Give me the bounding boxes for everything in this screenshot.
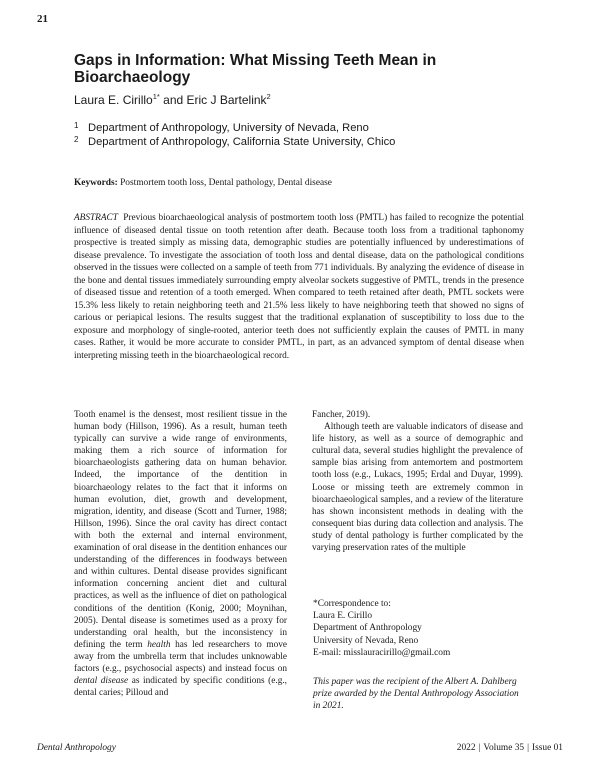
keywords-label: Keywords: — [74, 178, 118, 188]
body-paragraph-continued: Fancher, 2019). — [312, 410, 371, 420]
abstract-label: ABSTRACT — [74, 213, 118, 223]
correspondence-email[interactable]: E-mail: misslauracirillo@gmail.com — [313, 647, 451, 658]
affiliation — [74, 122, 395, 136]
footer-issue-info — [457, 743, 563, 753]
affiliation-number: 2 — [74, 134, 79, 144]
body-paragraph: Although teeth are valuable indicators of disease and life history, as well as a source of demographic and cultural data, several studies highlight the prevalence of sample bias arising from antemortem and postmortem tooth loss (e.g., Lukacs, 1995; Erdal and Duyar, 1999). Loose or missing teeth are extremely common in bioarchaeological samples, and a review of the literature has shown inconsistent methods in dealing with the consequent bias during data collection and analysis. The study of dental pathology is further complicated by the varying preservation rates of the multiple — [312, 422, 523, 554]
author-name: Eric J Bartelink — [186, 93, 267, 107]
author-name: Laura E. Cirillo — [74, 93, 153, 107]
footer-separator: | — [478, 743, 481, 753]
correspondence-heading: *Correspondence to: — [313, 599, 391, 609]
body-text: has led researchers to move away from the umbrella term that includes unknowable factors (e.g., psychosocial aspects) and instead focus on — [74, 639, 288, 674]
author-list — [74, 92, 271, 107]
body-emphasis: health — [147, 639, 171, 650]
keywords — [74, 178, 332, 188]
body-emphasis: dental disease — [74, 676, 129, 687]
footer-volume: Volume 35 — [483, 743, 525, 753]
affiliation-number: 1 — [74, 121, 79, 130]
award-note: This paper was the recipient of the Albert A. Dahlberg prize awarded by the Dental Anthropology Association in 2021. — [313, 677, 519, 712]
abstract — [74, 212, 524, 362]
affiliation-text: Department of Anthropology, California State University, Chico — [88, 135, 396, 148]
footer-separator: | — [527, 743, 529, 753]
affiliation-text: Department of Anthropology, University of Nevada, Reno — [88, 122, 369, 134]
author-superscript: 2 — [266, 92, 271, 101]
correspondence-block — [313, 598, 524, 659]
body-column-right — [312, 409, 523, 554]
author-superscript: 1* — [152, 92, 160, 101]
correspondence-university: University of Nevada, Reno — [313, 635, 419, 646]
keywords-text: Postmortem tooth loss, Dental pathology, Dental disease — [120, 178, 332, 188]
affiliation — [74, 136, 395, 150]
footer-issue: Issue 01 — [532, 743, 563, 753]
body-paragraph — [74, 409, 287, 699]
body-text: as indicated by specific conditions (e.g., dental caries; Pilloud and — [74, 676, 288, 699]
footer-journal: Dental Anthropology — [37, 743, 116, 753]
body-column-left — [74, 409, 287, 699]
correspondence-name: Laura E. Cirillo — [313, 611, 373, 622]
author-separator: and — [163, 93, 184, 107]
article-title: Gaps in Information: What Missing Teeth Mean in Bioarchaeology — [74, 52, 437, 86]
correspondence-department: Department of Anthropology — [313, 623, 422, 634]
affiliations — [74, 122, 395, 149]
footer-year: 2022 — [456, 743, 476, 753]
body-text: Tooth enamel is the densest, most resilient tissue in the human body (Hillson, 1996). As a result, human teeth typically can survive a wide range of environments, making them a rich source of information for bioarchaeologists gathering data on human behavior. Indeed, the importance of the dentition in bioarchaeology relates to the fact that it informs on human evolution, diet, growth and development, migration, identity, and disease (Scott and Turner, 1988; Hillson, 1996). Since the oral cavity has direct contact with both the external and internal environment, examination of oral disease in the dentition enhances our understanding of the differences in foodways between and within cultures. Dental disease provides significant information concerning ancient diet and cultural practices, as well as the influence of diet on pathological conditions of the dentition (Konig, 2000; Moynihan, 2005). Dental disease is sometimes used as a proxy for understanding oral health, but the inconsistency in defining the term — [74, 410, 287, 650]
abstract-text: Previous bioarchaeological analysis of postmortem tooth loss (PMTL) has failed to recognize the potential influence of diseased dental tissue on tooth retention after death. Because tooth loss from a traditional taphonomy prospective is treated simply as missing data, demographic studies are potentially influenced by underestimations of disease prevalence. To investigate the association of tooth loss and dental disease, data on the pathological conditions observed in the tissues were collected on a sample of teeth from 771 individuals. By analyzing the evidence of disease in the bone and dental tissues immediately surrounding empty alveolar sockets suggestive of PMTL, trends in the presence of diseased tissue and retention of a tooth emerged. When compared to teeth retained after death, PMTL sockets were 15.3% less likely to retain neighboring teeth and 21.5% less likely to have neighboring teeth that showed no signs of carious or periapical lesions. The results suggest that the traditional explanation of susceptibility to loss due to the exposure and morphology of single-rooted, anterior teeth does not sufficiently explain the causes of PMTL in many cases. Rather, it would be more accurate to consider PMTL, in part, as an advanced symptom of dental disease when interpreting missing teeth in the bioarchaeological record. — [74, 213, 525, 361]
page-number: 21 — [37, 13, 48, 25]
